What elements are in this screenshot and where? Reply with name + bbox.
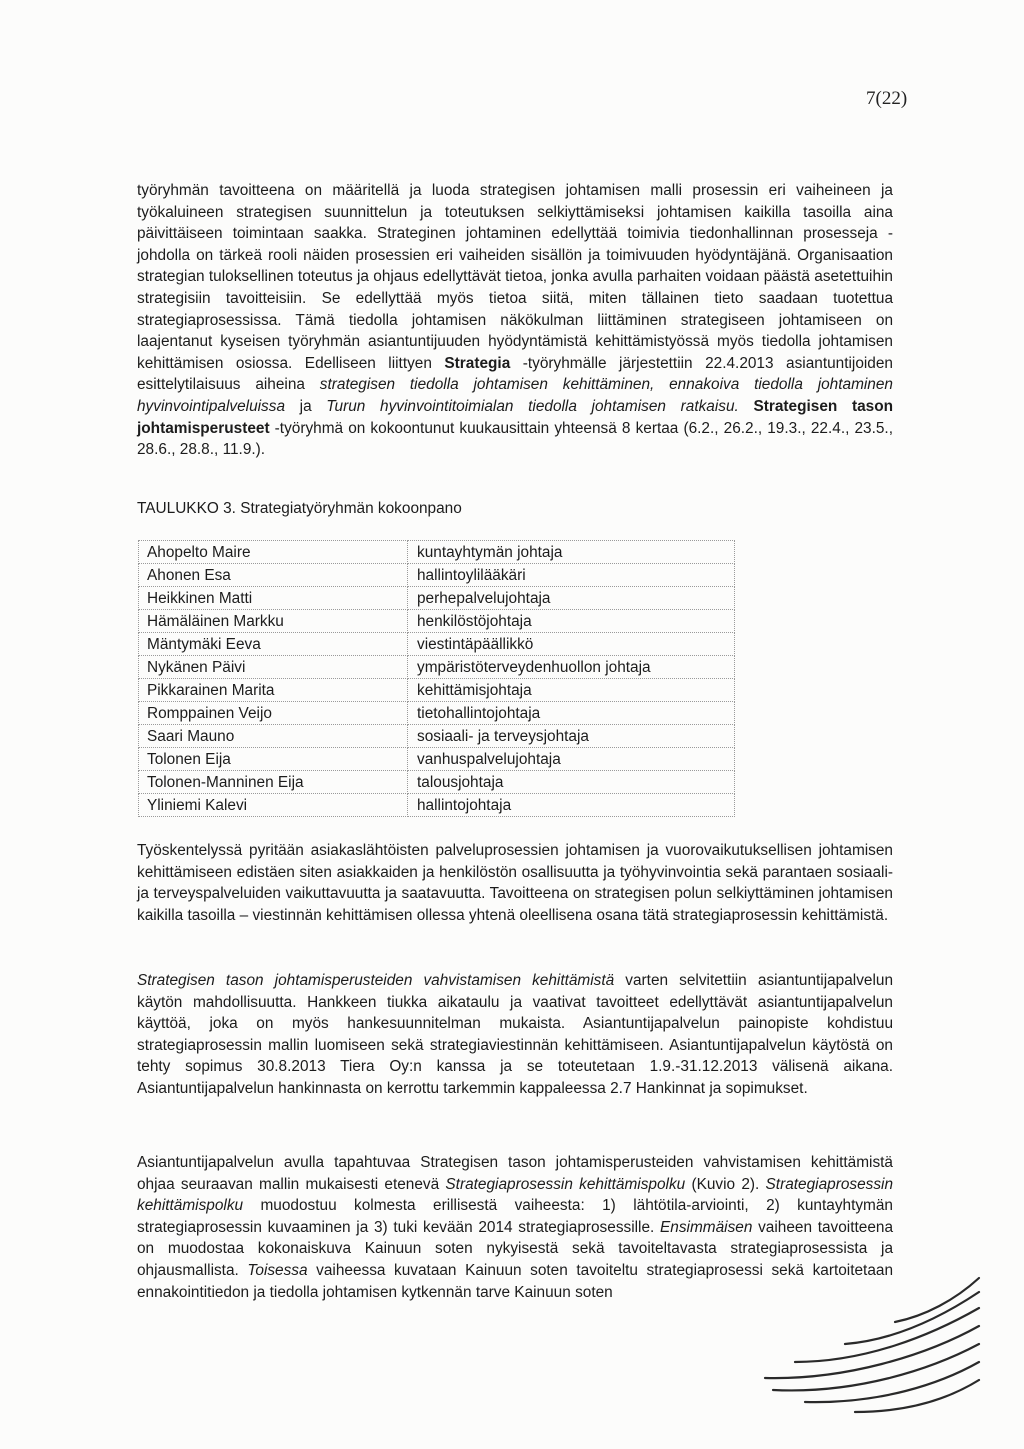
paragraph-text: Asiantuntijapalvelun avulla tapahtuvaa Strategisen tason johtamisperusteiden vahvistamisen kehittämistä ohjaa seuraavan mallin mukaisesti etenevä: [137, 1154, 893, 1193]
member-role: sosiaali- ja terveysjohtaja: [408, 725, 735, 748]
table-row: [139, 771, 735, 794]
italic-text: Turun hyvinvointitoimialan tiedolla johtamisen ratkaisu.: [326, 397, 739, 415]
table-row: [139, 702, 735, 725]
table-row: [139, 725, 735, 748]
paragraph-text: vaiheen tavoitteena on muodostaa kokonaiskuva Kainuun soten nykyisestä sekä tavoiteltavasta strategiaprosessista ja ohjausmallista.: [137, 1218, 894, 1279]
member-role: perhepalvelujohtaja: [408, 587, 735, 610]
bold-text: Strategisen tason johtamisperusteet: [137, 397, 894, 437]
member-name: Romppainen Veijo: [139, 702, 408, 725]
italic-text: Strategiaprosessin kehittämispolku: [137, 1175, 894, 1215]
italic-text: Ensimmäisen: [660, 1218, 753, 1236]
member-role: kuntayhtymän johtaja: [408, 541, 735, 564]
member-role: hallintojohtaja: [408, 794, 735, 817]
table-row: [139, 679, 735, 702]
member-name: Ahonen Esa: [139, 564, 408, 587]
members-table: [138, 540, 735, 817]
table-row: [139, 794, 735, 817]
italic-text: Toisessa: [247, 1261, 308, 1279]
table-row: [139, 587, 735, 610]
paragraph-expert-service: [137, 970, 893, 1100]
member-role: viestintäpäällikkö: [408, 633, 735, 656]
member-role: talousjohtaja: [408, 771, 735, 794]
paragraph-text: muodostuu kolmesta erillisestä vaiheesta: 1) lähtötila-arviointi, 2) kuntayhtymän strategiaprosessin kuvaaminen ja 3) tuki kevään 2014 strategiaprosessille.: [137, 1197, 893, 1236]
member-role: ympäristöterveydenhuollon johtaja: [408, 656, 735, 679]
member-role: hallintoylilääkäri: [408, 564, 735, 587]
table-caption: TAULUKKO 3. Strategiatyöryhmän kokoonpano: [137, 500, 462, 517]
wave-decoration-icon: [735, 1270, 985, 1420]
table-row: [139, 610, 735, 633]
paragraph-work-goals: Työskentelyssä pyritään asiakaslähtöisten palveluprosessien johtamisen ja vuorovaikutuksellisen johtamisen kehittämiseen edistäen siten asiakkaiden ja henkilöstön osallisuutta ja työhyvinvointia sekä parantaen sosiaali- ja terveyspalveluiden vaikuttavuutta ja saatavuutta. Tavoitteena on strategisen polun selkiyttäminen johtamisen kaikilla tasoilla – viestinnän kehittämisen ollessa yhtenä oleellisena osana tätä strategiaprosessin kehittämistä.: [137, 842, 893, 924]
italic-text: Strategiaprosessin kehittämispolku: [445, 1175, 686, 1193]
italic-text: Strategisen tason johtamisperusteiden vahvistamisen kehittämistä: [137, 972, 615, 989]
bold-text: Strategia: [444, 354, 511, 372]
paragraph-text: vaiheessa kuvataan Kainuun soten tavoiteltu strategiaprosessi sekä kartoitetaan ennakointitiedon ja tiedolla johtamisen kytkennän tarve Kainuun soten: [137, 1261, 894, 1301]
paragraph-text: -työryhmä on kokoontunut kuukausittain yhteensä 8 kertaa (6.2., 26.2., 19.3., 22.4., 23.5., 28.6., 28.8., 11.9.).: [137, 419, 893, 459]
paragraph-text: [739, 398, 754, 415]
table-row: [139, 633, 735, 656]
paragraph-text: varten selvitettiin asiantuntijapalvelun käytön mahdollisuutta. Hankkeen tiukka aikataulu ja vaativat tavoitteet edellyttävät asiantuntijapalvelun käyttöä, joka on myös hankesuunnitelman mukaista. Asiantuntijapalvelun painopiste kohdistuu strategiaprosessin mallin luomiseen sekä strategiaviestinnän kehittämiseen. Asiantuntijapalvelun käytöstä on tehty sopimus 30.8.2013 Tiera Oy:n kanssa ja se toteutetaan 1.9.-31.12.2013 välisenä aikana. Asiantuntijapalvelun hankinnasta on kerrottu tarkemmin kappaleessa 2.7 Hankinnat ja sopimukset.: [137, 972, 894, 1097]
paragraph-text: ja: [285, 397, 327, 415]
paragraph-text: (Kuvio 2).: [685, 1175, 766, 1193]
member-name: Nykänen Päivi: [139, 656, 408, 679]
table-row: [139, 656, 735, 679]
member-name: Heikkinen Matti: [139, 587, 408, 610]
member-role: vanhuspalvelujohtaja: [408, 748, 735, 771]
member-name: Pikkarainen Marita: [139, 679, 408, 702]
member-role: tietohallintojohtaja: [408, 702, 735, 725]
member-role: henkilöstöjohtaja: [408, 610, 735, 633]
member-name: Mäntymäki Eeva: [139, 633, 408, 656]
table-row: [139, 564, 735, 587]
table-row: [139, 748, 735, 771]
italic-text: strategisen tiedolla johtamisen kehittäminen, ennakoiva tiedolla johtaminen hyvinvointipalveluissa: [137, 376, 893, 415]
member-name: Tolonen Eija: [139, 748, 408, 771]
members-table-body: [139, 541, 735, 817]
member-name: Saari Mauno: [139, 725, 408, 748]
member-name: Tolonen-Manninen Eija: [139, 771, 408, 794]
member-name: Hämäläinen Markku: [139, 610, 408, 633]
paragraph-text: -työryhmälle järjestettiin 22.4.2013 asiantuntijoiden esittelytilaisuus aiheina: [137, 354, 893, 394]
member-name: Ahopelto Maire: [139, 541, 408, 564]
page-number: 7(22): [866, 88, 908, 109]
paragraph-text: työryhmän tavoitteena on määritellä ja luoda strategisen johtamisen malli prosessin eri vaiheineen ja työkaluineen strategisen suunnittelun ja toteutuksen selkiyttämiseksi johtamisen kaikilla tasoilla aina päivittäiseen toimintaan saakka. Strateginen johtaminen edellyttää toimivia tiedonhallinnan prosesseja - johdolla on tärkeä rooli näiden prosessien eri vaiheiden sisällön ja toimivuuden hyödyntäjänä. Organisaation strategian tuloksellinen toteutus ja ohjaus edellyttävät tietoa, jonka avulla parhaiten voidaan päästä asetettuihin strategisiin tavoitteisiin. Se edellyttää myös tietoa siitä, miten tällainen tieto saadaan tuotettua strategiaprosessissa. Tämä tiedolla johtamisen näkökulman liittäminen strategiseen johtamiseen on laajentanut kyseisen työryhmän asiantuntijuuden hyödyntämistä kehittämistyössä myös tiedolla johtamisen kehittämisen osiossa. Edelliseen liittyen: [137, 182, 893, 372]
member-name: Yliniemi Kalevi: [139, 794, 408, 817]
table-row: [139, 541, 735, 564]
member-role: kehittämisjohtaja: [408, 679, 735, 702]
paragraph-strategy-group: [137, 180, 893, 461]
